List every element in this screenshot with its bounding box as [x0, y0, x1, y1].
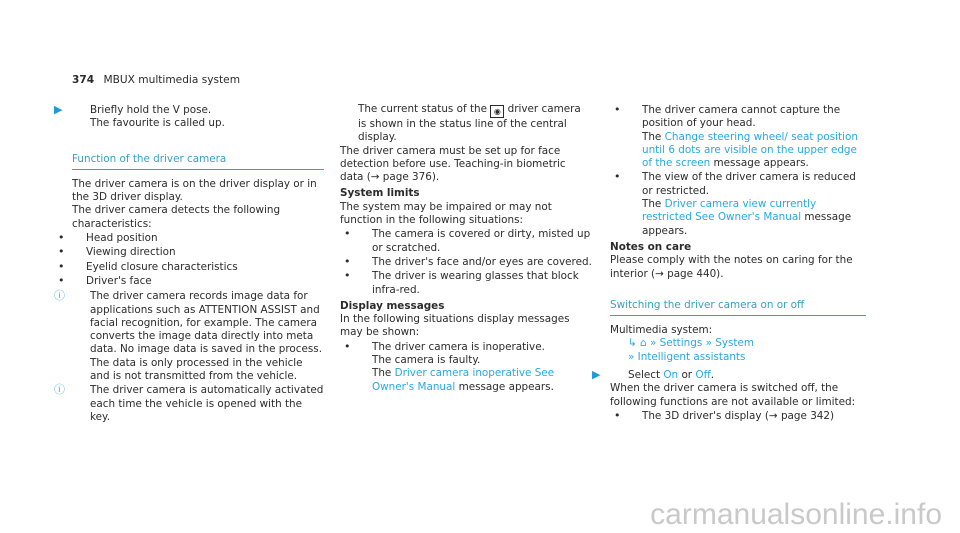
- list-item-text: The camera is covered or dirty, misted up or scratched.: [372, 228, 591, 254]
- bullet-icon: •: [614, 408, 621, 422]
- chevron-icon: »: [649, 337, 657, 350]
- status-suffix: driver camera is shown in the status line of the central display.: [358, 103, 581, 144]
- list-item: [610, 409, 866, 423]
- or-word: or: [681, 369, 693, 382]
- list-item: [340, 227, 592, 255]
- bullet-icon: •: [58, 259, 65, 273]
- bullet-icon: •: [58, 273, 65, 287]
- section-title-switching: Switching the driver camera on or off: [610, 299, 866, 316]
- page-title: MBUX multimedia system: [103, 74, 241, 86]
- messages-display: [340, 367, 592, 394]
- option-off: Off: [695, 369, 711, 382]
- bullet-icon: •: [614, 103, 621, 116]
- list-item-text: Eyelid closure characteristics: [86, 260, 238, 273]
- nav-intelligent-assistants: Intelligent assistants: [637, 350, 746, 363]
- nav-arrow-icon: ↳: [628, 337, 637, 350]
- bullet-icon: •: [58, 231, 65, 245]
- list-item-text: The driver camera cannot capture the position of your head.: [642, 104, 841, 130]
- messages-intro: In the following situations display messages may be shown:: [340, 313, 570, 339]
- multimedia-label: Multimedia system:: [610, 324, 713, 337]
- column-2: [340, 103, 592, 394]
- list-item-text: The view of the driver camera is reduced or restricted.: [642, 171, 856, 197]
- list-item-text: Driver's face: [86, 274, 152, 287]
- page-number: 374: [72, 74, 95, 86]
- info-icon: ⓘ: [54, 383, 65, 397]
- list-item-text: The driver is wearing glasses that block infra-red.: [372, 270, 579, 296]
- display-message-restricted: Driver camera view currently restricted See Owner's Manual: [642, 198, 817, 224]
- messages-heading: Display messages: [340, 299, 445, 312]
- list-item-text: Viewing direction: [86, 246, 176, 259]
- step-instruction: [54, 103, 324, 117]
- nav-path: [610, 337, 866, 350]
- the-word: The: [642, 198, 662, 211]
- list-item: [58, 259, 324, 274]
- info-note-2: [54, 383, 324, 424]
- info-text-2: The driver camera is automatically activated each time the vehicle is opened with the key.: [90, 384, 324, 423]
- step-arrow-icon: ▶: [54, 103, 63, 116]
- bullet-icon: •: [58, 245, 65, 259]
- bullet-icon: •: [344, 227, 351, 241]
- section-title-function: Function of the driver camera: [72, 153, 324, 170]
- step-arrow-icon: ▶: [592, 368, 601, 382]
- step-result: The favourite is called up.: [90, 117, 225, 130]
- list-item: [58, 273, 324, 288]
- nav-system: System: [715, 337, 754, 350]
- column-1: [54, 103, 324, 424]
- chevron-icon: »: [705, 337, 712, 350]
- column-3: [592, 103, 866, 423]
- status-prefix: The current status of the: [358, 103, 488, 115]
- info-text-1: The driver camera records image data for applications such as ATTENTION ASSIST and facial recognition, for example. The camera converts the image data directly into meta data. No image data is saved in the process. The data is only processed in the vehicle and is not transmitted from the vehicle.: [90, 290, 323, 383]
- display-message-inoperative: Driver camera inoperative See Owner's Manual: [372, 367, 555, 393]
- bullet-icon: •: [614, 170, 621, 184]
- list-item: [58, 245, 324, 259]
- list-item-text: The driver's face and/or eyes are covered.: [372, 255, 592, 268]
- message-suffix: message appears.: [713, 157, 809, 170]
- list-item: [340, 269, 592, 297]
- list-item: [58, 231, 324, 245]
- info-icon: ⓘ: [54, 289, 65, 303]
- watermark: carmanualsonline.info: [650, 497, 942, 531]
- paragraph-2: The driver camera detects the following characteristics:: [72, 204, 281, 230]
- list-item: [340, 255, 592, 269]
- step-text: Briefly hold the V pose.: [90, 104, 212, 116]
- driver-camera-icon: ◉: [490, 105, 504, 118]
- paragraph-1: The driver camera is on the driver display or in the 3D driver display.: [72, 177, 317, 204]
- status-paragraph: [340, 103, 592, 145]
- select-step: ▶ Select On or Off.: [592, 368, 715, 382]
- off-text: When the driver camera is switched off, the following functions are not available or limited:: [610, 382, 856, 408]
- limits-intro: The system may be impaired or may not function in the following situations:: [340, 200, 552, 227]
- list-item: [340, 340, 592, 354]
- page-header: [72, 74, 240, 87]
- home-icon: ⌂: [640, 337, 647, 350]
- bullet-icon: •: [344, 254, 351, 268]
- option-on: On: [663, 369, 679, 382]
- messages-sub: The camera is faulty.: [372, 354, 481, 367]
- message-restricted: [610, 198, 866, 238]
- the-word: The: [642, 130, 662, 143]
- list-item: [610, 170, 866, 198]
- message-position: [610, 131, 866, 171]
- bullet-icon: •: [344, 269, 351, 283]
- select-label: Select: [628, 369, 661, 382]
- list-item-text: The driver camera is inoperative.: [372, 340, 545, 353]
- list-item-text: The 3D driver's display (→ page 342): [642, 409, 835, 422]
- chevron-icon: »: [628, 350, 635, 363]
- care-heading: Notes on care: [610, 240, 692, 253]
- list-item: [610, 103, 866, 131]
- message-suffix: message appears.: [642, 211, 852, 237]
- info-note-1: [54, 289, 324, 383]
- nav-path-2: [610, 351, 866, 364]
- setup-paragraph: The driver camera must be set up for face detection before use. Teaching-in biometric data (→ page 376).: [340, 144, 566, 184]
- nav-settings: Settings: [659, 337, 703, 350]
- bullet-icon: •: [344, 339, 351, 353]
- message-suffix: message appears.: [458, 380, 554, 393]
- display-message-steering: Change steering wheel/ seat position until 6 dots are visible on the upper edge of the screen: [642, 130, 858, 170]
- list-item-text: Head position: [86, 232, 158, 245]
- care-text: Please comply with the notes on caring for the interior (→ page 440).: [610, 254, 853, 280]
- limits-heading: System limits: [340, 187, 420, 200]
- the-word: The: [372, 367, 392, 380]
